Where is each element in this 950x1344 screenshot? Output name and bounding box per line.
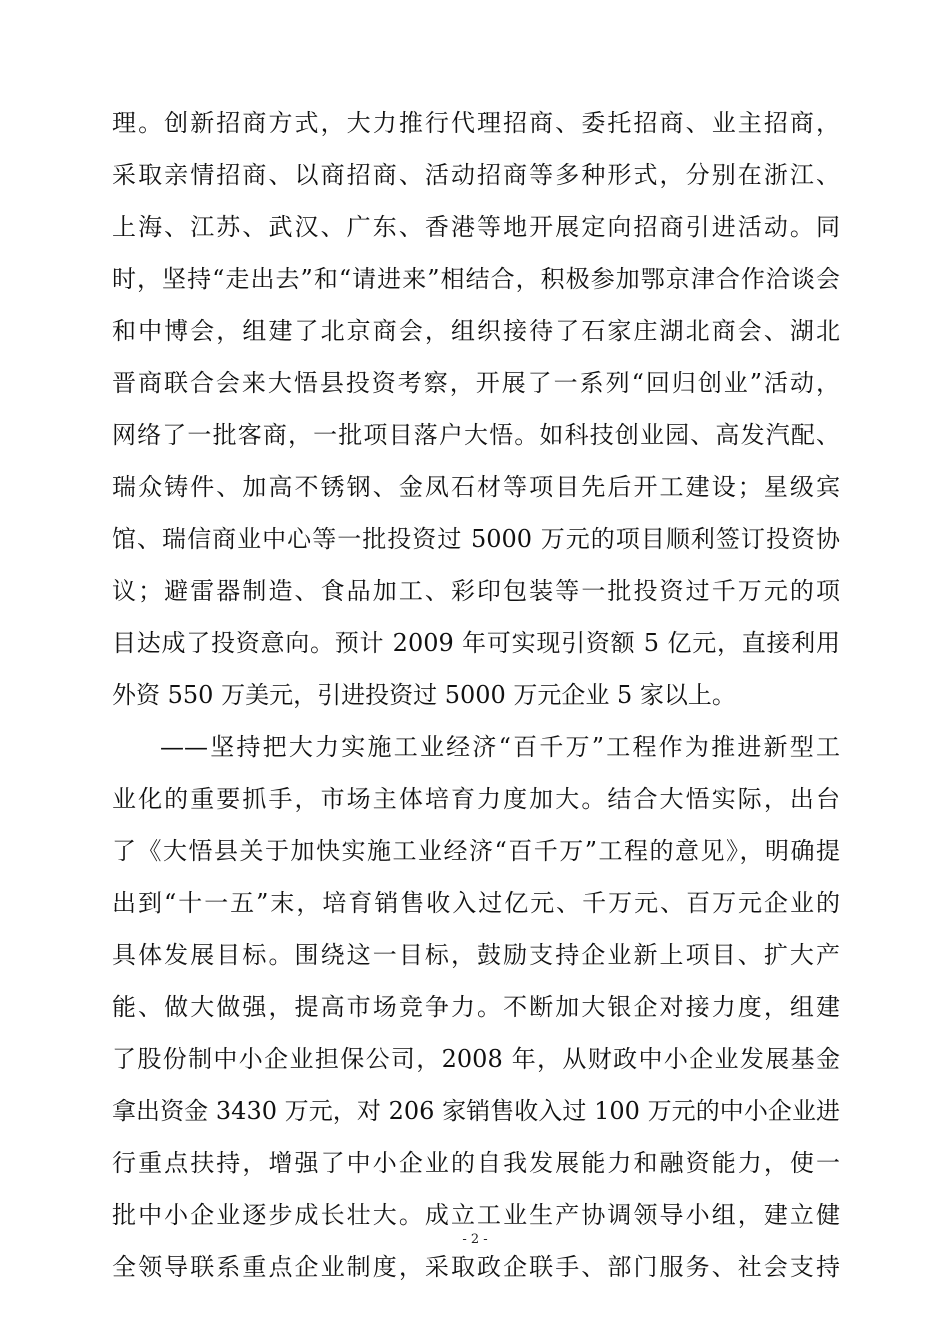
text-line: 具体发展目标。围绕这一目标，鼓励支持企业新上项目、扩大产 — [112, 941, 840, 969]
text-line: 网络了一批客商，一批项目落户大悟。如科技创业园、高发汽配、 — [112, 421, 840, 449]
text-line: 瑞众铸件、加高不锈钢、金凤石材等项目先后开工建设；星级宾 — [112, 473, 840, 501]
text-line: 行重点扶持，增强了中小企业的自我发展能力和融资能力，使一 — [112, 1149, 840, 1177]
text-line: 能、做大做强，提高市场竞争力。不断加大银企对接力度，组建 — [112, 993, 840, 1021]
text-line: 出到“十一五”末，培育销售收入过亿元、千万元、百万元企业的 — [112, 889, 840, 917]
text-line: 议；避雷器制造、食品加工、彩印包装等一批投资过千万元的项 — [112, 577, 840, 605]
text-line: 晋商联合会来大悟县投资考察，开展了一系列“回归创业”活动， — [112, 369, 840, 397]
text-line: 理。创新招商方式，大力推行代理招商、委托招商、业主招商， — [112, 109, 840, 137]
text-line: 上海、江苏、武汉、广东、香港等地开展定向招商引进活动。同 — [112, 213, 840, 241]
text-line: 目达成了投资意向。预计 2009 年可实现引资额 5 亿元，直接利用 — [112, 629, 840, 657]
text-line: 馆、瑞信商业中心等一批投资过 5000 万元的项目顺利签订投资协 — [112, 525, 840, 553]
text-line: 和中博会，组建了北京商会，组织接待了石家庄湖北商会、湖北 — [112, 317, 840, 345]
text-line: 外资 550 万美元，引进投资过 5000 万元企业 5 家以上。 — [112, 681, 736, 709]
text-line: ——坚持把大力实施工业经济“百千万”工程作为推进新型工 — [160, 733, 840, 761]
paragraph-industrial-economy — [112, 721, 840, 1293]
text-line: 采取亲情招商、以商招商、活动招商等多种形式，分别在浙江、 — [112, 161, 840, 189]
text-line: 批中小企业逐步成长壮大。成立工业生产协调领导小组，建立健 — [112, 1201, 840, 1229]
text-line: 时，坚持“走出去”和“请进来”相结合，积极参加鄂京津合作洽谈会 — [112, 265, 840, 293]
paragraph-investment — [112, 97, 840, 721]
text-line: 全领导联系重点企业制度，采取政企联手、部门服务、社会支持 — [112, 1253, 840, 1281]
text-line: 了股份制中小企业担保公司，2008 年，从财政中小企业发展基金 — [112, 1045, 840, 1073]
page-number: - 2 - — [462, 1232, 488, 1247]
text-line: 拿出资金 3430 万元，对 206 家销售收入过 100 万元的中小企业进 — [112, 1097, 840, 1125]
body-text — [112, 97, 840, 1293]
text-line: 了《大悟县关于加快实施工业经济“百千万”工程的意见》，明确提 — [112, 837, 840, 865]
text-line: 业化的重要抓手，市场主体培育力度加大。结合大悟实际，出台 — [112, 785, 840, 813]
